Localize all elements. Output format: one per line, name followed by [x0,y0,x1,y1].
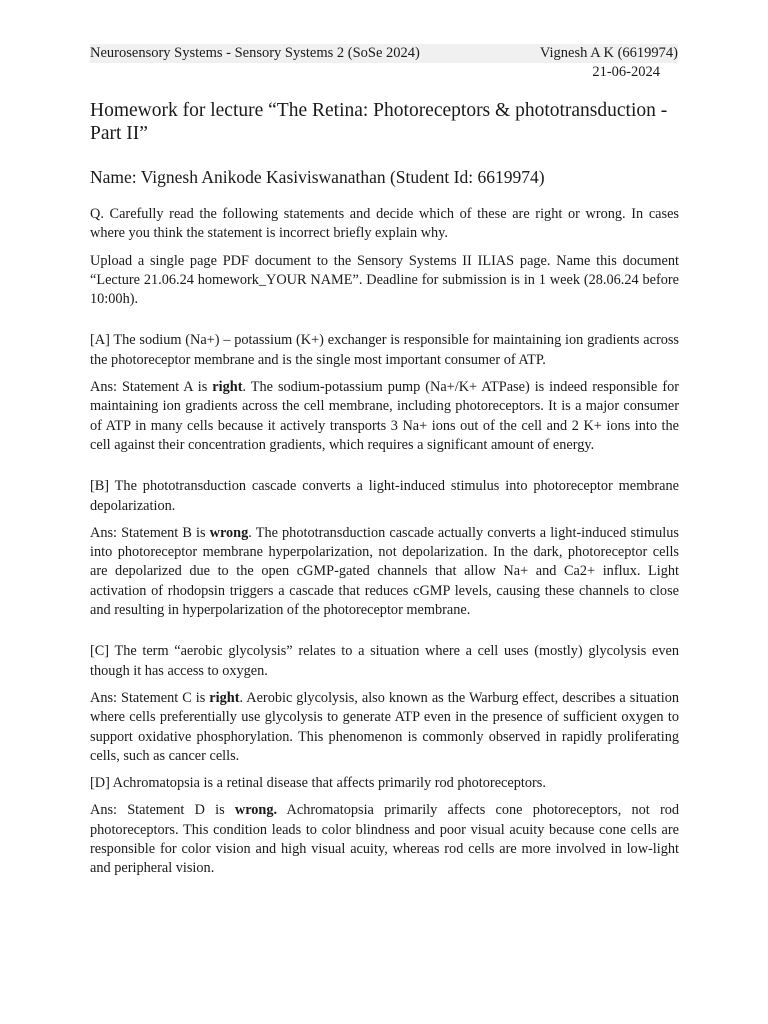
course-name: Neurosensory Systems - Sensory Systems 2 (SoSe 2024) [90,45,420,61]
answer-text: . The sodium-potassium pump (Na+/K+ ATPase) is indeed responsible for maintaining ion gradients across the cell membrane, including photoreceptors. It is a major consumer of ATP in many cells because it actively transports 3 Na+ ions out of the cell and 2 K+ ions into the cell against their concentration gradients, which requires a significant amount of energy. [90,379,679,453]
answer-text: . Aerobic glycolysis, also known as the Warburg effect, describes a situation where cells preferentially use glycolysis to generate ATP even in the presence of sufficient oxygen to support oxidative phosphorylation. This phenomenon is commonly observed in rapidly proliferating cells, such as cancer cells. [90,689,679,764]
document-body [90,205,679,879]
verdict: right [209,689,240,706]
answer-a [90,378,679,455]
statement-c: [C] The term “aerobic glycolysis” relates to a situation where a cell uses (mostly) glycolysis even though it has access to oxygen. [90,643,679,679]
statement-d: [D] Achromatopsia is a retinal disease that affects primarily rod photoreceptors. [90,775,546,792]
answer-prefix: Ans: Statement C is [90,689,210,706]
author-name: Vignesh A K (6619974) [539,45,678,61]
question-instruction: Q. Carefully read the following statements and decide which of these are right or wrong. In cases where you think the statement is incorrect briefly explain why. [90,206,679,242]
upload-instruction: Upload a single page PDF document to the Sensory Systems II ILIAS page. Name this document “Lecture 21.06.24 homework_YOUR NAME”. Deadline for submission is in 1 week (28.06.24 before 10:00h). [90,252,679,308]
header-row [90,44,678,63]
answer-text: . The phototransduction cascade actually converts a light-induced stimulus into photoreceptor membrane hyperpolarization, not depolarization. In the dark, photoreceptor cells are depolarized due to the open cGMP-gated channels that allow Na+ and Ca2+ influx. Light activation of rhodopsin triggers a cascade that reduces cGMP levels, causing these channels to close and resulting in hyperpolarization of the photoreceptor membrane. [90,524,679,619]
page-header [90,44,678,82]
answer-d [90,801,679,878]
header-date: 21-06-2024 [592,64,660,80]
statement-a: [A] The sodium (Na+) – potassium (K+) exchanger is responsible for maintaining ion gradients across the photoreceptor membrane and is the single most important consumer of ATP. [90,332,679,368]
verdict: wrong [209,524,249,541]
answer-text: Achromatopsia primarily affects cone photoreceptors, not rod photoreceptors. This condition leads to color blindness and poor visual acuity because cone cells are responsible for color vision and high visual acuity, whereas rod cells are more involved in low-light and peripheral vision. [90,802,679,877]
page-title: Homework for lecture “The Retina: Photoreceptors & phototransduction - Part II” [90,100,668,144]
answer-c [90,689,679,766]
statement-b: [B] The phototransduction cascade converts a light-induced stimulus into photoreceptor membrane depolarization. [90,478,679,514]
student-name: Name: Vignesh Anikode Kasiviswanathan (Student Id: 6619974) [90,167,545,187]
answer-b [90,524,679,620]
answer-prefix: Ans: Statement B is [90,524,210,541]
answer-prefix: Ans: Statement D is [90,802,235,819]
answer-prefix: Ans: Statement A is [90,379,213,396]
verdict: right [212,379,243,396]
verdict: wrong. [234,802,278,819]
